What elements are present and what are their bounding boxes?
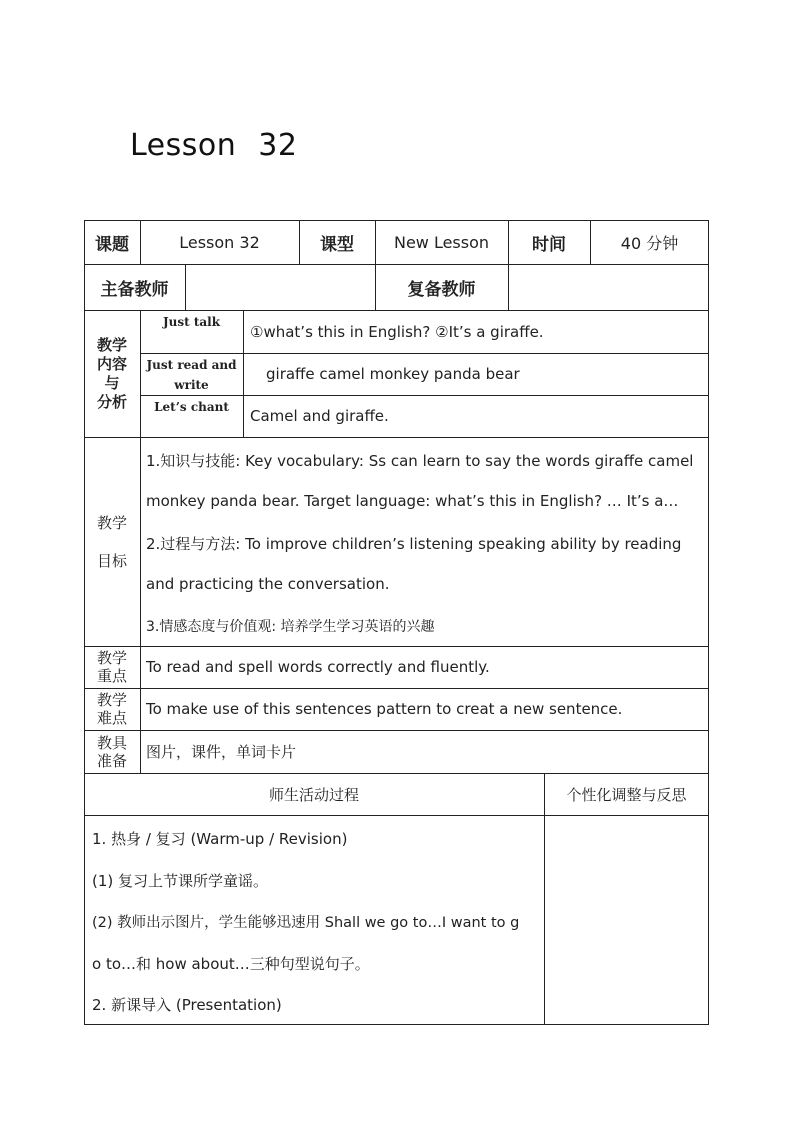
row-divider	[84, 815, 709, 816]
just-read-write-text: giraffe camel monkey panda bear	[266, 365, 520, 383]
col-divider	[508, 264, 509, 310]
process-header: 师生活动过程	[268, 785, 359, 804]
label-line: Just read and	[146, 358, 237, 372]
page-title	[130, 128, 297, 163]
topic-label: 课题	[95, 234, 129, 255]
time-label: 时间	[532, 234, 566, 255]
label-line: 与	[104, 373, 120, 392]
label-line: 教学	[96, 649, 127, 667]
label-line: 重点	[96, 667, 127, 685]
goal-line: and practicing the conversation.	[146, 575, 390, 593]
main-teacher-label: 主备教师	[100, 279, 169, 300]
materials-text: 图片，课件，单词卡片	[146, 743, 297, 761]
lets-chant-label: Let’s chant	[154, 400, 229, 414]
type-label: 课型	[320, 234, 354, 255]
label-line: write	[174, 378, 209, 392]
lets-chant-text: Camel and giraffe.	[250, 407, 389, 425]
label-line: 内容	[96, 354, 127, 373]
topic-value: Lesson 32	[179, 232, 260, 252]
title-number: 32	[258, 128, 298, 163]
goal-line: 3.情感态度与价值观: 培养学生学习英语的兴趣	[146, 619, 435, 635]
process-line: (2) 教师出示图片，学生能够迅速用 Shall we go to…I want to g	[92, 915, 520, 931]
process-line: 1. 热身 / 复习 (Warm-up / Revision)	[92, 830, 348, 848]
col-divider	[243, 310, 244, 437]
goals-label	[84, 437, 140, 646]
goal-line: monkey panda bear. Target language: what’s this in English? … It’s a…	[146, 492, 679, 510]
label-line: 教具	[96, 733, 127, 752]
process-line: 2. 新课导入 (Presentation)	[92, 996, 282, 1014]
label-line: 教学	[96, 335, 127, 354]
process-line: o to…和 how about…三种句型说句子。	[92, 955, 370, 973]
col-divider	[140, 437, 141, 773]
col-divider	[185, 264, 186, 310]
content-section-label	[84, 310, 140, 437]
just-talk-label: Just talk	[162, 315, 221, 329]
type-value: New Lesson	[393, 232, 490, 252]
label-line: 目标	[96, 551, 127, 570]
label-line: 分析	[96, 392, 127, 411]
just-talk-text: ①what’s this in English? ②It’s a giraffe.	[250, 322, 544, 341]
title-word: Lesson	[130, 128, 237, 163]
label-line: 难点	[96, 709, 127, 727]
just-read-write-label	[140, 355, 243, 395]
label-line: 教学	[96, 513, 127, 532]
materials-label	[84, 730, 140, 773]
label-line: 教学	[96, 691, 127, 709]
difficulties-label	[84, 688, 140, 730]
key-points-label	[84, 646, 140, 688]
reflection-header: 个性化调整与反思	[566, 785, 687, 804]
goal-line: 2.过程与方法: To improve children’s listening speaking ability by reading	[146, 535, 682, 553]
process-line: (1) 复习上节课所学童谣。	[92, 872, 269, 890]
label-line: 准备	[96, 751, 127, 770]
row-divider	[84, 437, 709, 438]
difficulties-text: To make use of this sentences pattern to creat a new sentence.	[146, 700, 623, 718]
goal-line: 1.知识与技能: Key vocabulary: Ss can learn to say the words giraffe camel	[146, 452, 694, 470]
review-teacher-label: 复备教师	[407, 279, 476, 300]
time-value: 40 分钟	[620, 233, 679, 253]
key-points-text: To read and spell words correctly and fluently.	[146, 658, 490, 676]
